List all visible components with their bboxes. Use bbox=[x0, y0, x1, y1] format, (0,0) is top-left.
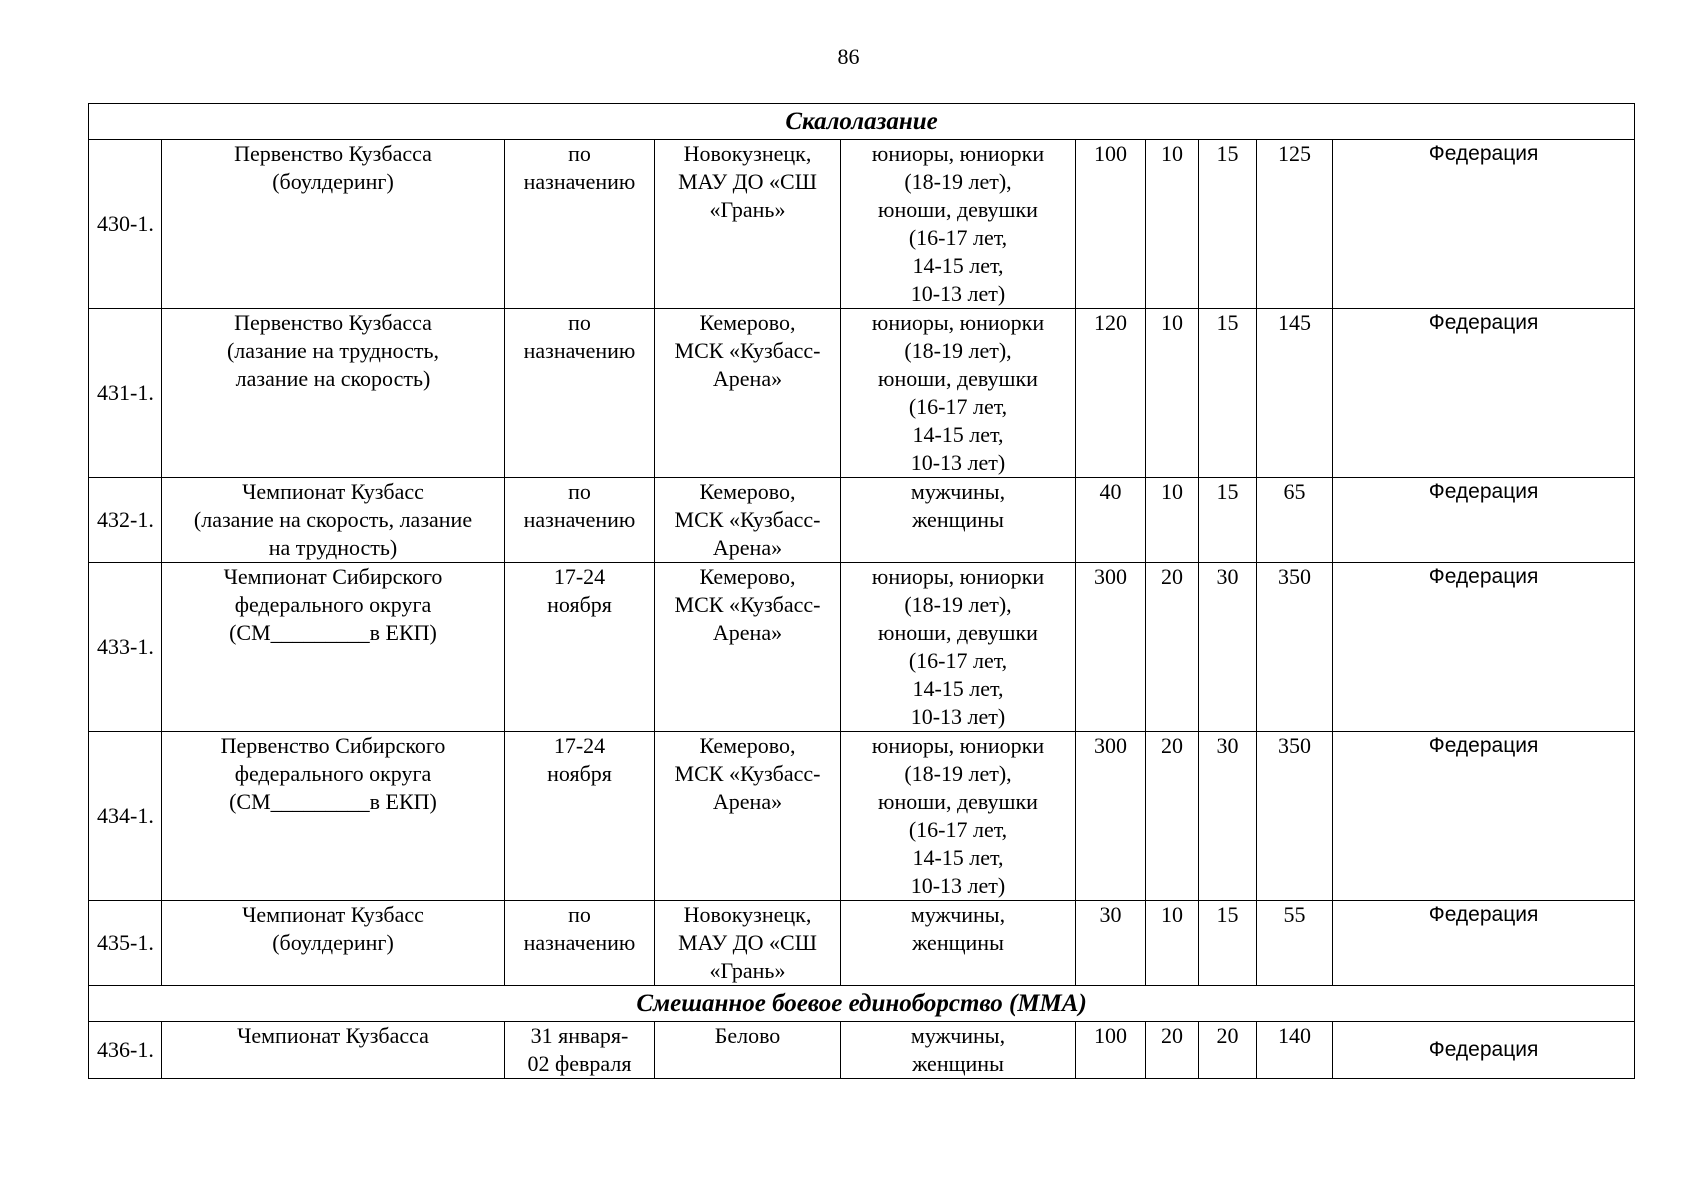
event-participants: юниоры, юниорки (18-19 лет), юноши, девушки (16-17 лет, 14-15 лет, 10-13 лет) bbox=[841, 309, 1076, 478]
athletes-count: 100 bbox=[1076, 140, 1146, 309]
coaches-count: 10 bbox=[1146, 140, 1199, 309]
section-title: Скалолазание bbox=[89, 104, 1635, 140]
coaches-count: 20 bbox=[1146, 563, 1199, 732]
table-row bbox=[89, 901, 1635, 986]
total-count: 350 bbox=[1257, 732, 1333, 901]
event-organizer: Федерация bbox=[1333, 478, 1635, 563]
athletes-count: 100 bbox=[1076, 1022, 1146, 1079]
table-row bbox=[89, 732, 1635, 901]
event-place: Кемерово, МСК «Кузбасс- Арена» bbox=[655, 732, 841, 901]
judges-count: 20 bbox=[1199, 1022, 1257, 1079]
coaches-count: 10 bbox=[1146, 478, 1199, 563]
event-participants: мужчины, женщины bbox=[841, 901, 1076, 986]
event-place: Кемерово, МСК «Кузбасс- Арена» bbox=[655, 478, 841, 563]
coaches-count: 20 bbox=[1146, 732, 1199, 901]
event-date: 17-24 ноября bbox=[505, 732, 655, 901]
event-name: Первенство Сибирского федерального округа (СМ_________в ЕКП) bbox=[162, 732, 505, 901]
table-row bbox=[89, 478, 1635, 563]
event-name: Чемпионат Кузбасс (боулдеринг) bbox=[162, 901, 505, 986]
judges-count: 30 bbox=[1199, 563, 1257, 732]
athletes-count: 300 bbox=[1076, 563, 1146, 732]
athletes-count: 40 bbox=[1076, 478, 1146, 563]
coaches-count: 10 bbox=[1146, 901, 1199, 986]
athletes-count: 120 bbox=[1076, 309, 1146, 478]
total-count: 350 bbox=[1257, 563, 1333, 732]
judges-count: 15 bbox=[1199, 901, 1257, 986]
page-number: 86 bbox=[837, 44, 860, 69]
judges-count: 15 bbox=[1199, 140, 1257, 309]
event-number: 432-1. bbox=[89, 478, 162, 563]
coaches-count: 10 bbox=[1146, 309, 1199, 478]
section-title: Смешанное боевое единоборство (ММА) bbox=[89, 986, 1635, 1022]
event-number: 436-1. bbox=[89, 1022, 162, 1079]
events-table bbox=[88, 103, 1635, 1079]
total-count: 140 bbox=[1257, 1022, 1333, 1079]
section-header-row bbox=[89, 104, 1635, 140]
athletes-count: 300 bbox=[1076, 732, 1146, 901]
event-name: Первенство Кузбасса (боулдеринг) bbox=[162, 140, 505, 309]
total-count: 145 bbox=[1257, 309, 1333, 478]
total-count: 125 bbox=[1257, 140, 1333, 309]
coaches-count: 20 bbox=[1146, 1022, 1199, 1079]
total-count: 55 bbox=[1257, 901, 1333, 986]
event-number: 431-1. bbox=[89, 309, 162, 478]
event-date: по назначению bbox=[505, 309, 655, 478]
event-number: 434-1. bbox=[89, 732, 162, 901]
event-participants: юниоры, юниорки (18-19 лет), юноши, девушки (16-17 лет, 14-15 лет, 10-13 лет) bbox=[841, 732, 1076, 901]
table-row bbox=[89, 309, 1635, 478]
event-place: Новокузнецк, МАУ ДО «СШ «Грань» bbox=[655, 901, 841, 986]
event-number: 435-1. bbox=[89, 901, 162, 986]
event-organizer: Федерация bbox=[1333, 563, 1635, 732]
event-place: Белово bbox=[655, 1022, 841, 1079]
event-number: 433-1. bbox=[89, 563, 162, 732]
event-place: Кемерово, МСК «Кузбасс- Арена» bbox=[655, 563, 841, 732]
event-date: 17-24 ноября bbox=[505, 563, 655, 732]
event-place: Новокузнецк, МАУ ДО «СШ «Грань» bbox=[655, 140, 841, 309]
total-count: 65 bbox=[1257, 478, 1333, 563]
event-date: по назначению bbox=[505, 140, 655, 309]
event-participants: мужчины, женщины bbox=[841, 478, 1076, 563]
event-number: 430-1. bbox=[89, 140, 162, 309]
event-name: Первенство Кузбасса (лазание на трудность, лазание на скорость) bbox=[162, 309, 505, 478]
judges-count: 15 bbox=[1199, 478, 1257, 563]
event-date: 31 января- 02 февраля bbox=[505, 1022, 655, 1079]
event-organizer: Федерация bbox=[1333, 732, 1635, 901]
event-organizer: Федерация bbox=[1333, 140, 1635, 309]
table-row bbox=[89, 1022, 1635, 1079]
judges-count: 15 bbox=[1199, 309, 1257, 478]
event-name: Чемпионат Кузбасс (лазание на скорость, лазание на трудность) bbox=[162, 478, 505, 563]
event-participants: юниоры, юниорки (18-19 лет), юноши, девушки (16-17 лет, 14-15 лет, 10-13 лет) bbox=[841, 563, 1076, 732]
table-row bbox=[89, 563, 1635, 732]
event-place: Кемерово, МСК «Кузбасс- Арена» bbox=[655, 309, 841, 478]
event-organizer: Федерация bbox=[1333, 309, 1635, 478]
event-name: Чемпионат Кузбасса bbox=[162, 1022, 505, 1079]
event-participants: юниоры, юниорки (18-19 лет), юноши, девушки (16-17 лет, 14-15 лет, 10-13 лет) bbox=[841, 140, 1076, 309]
judges-count: 30 bbox=[1199, 732, 1257, 901]
table-row bbox=[89, 140, 1635, 309]
event-organizer: Федерация bbox=[1333, 901, 1635, 986]
event-participants: мужчины, женщины bbox=[841, 1022, 1076, 1079]
event-date: по назначению bbox=[505, 478, 655, 563]
section-header-row bbox=[89, 986, 1635, 1022]
event-date: по назначению bbox=[505, 901, 655, 986]
event-organizer: Федерация bbox=[1333, 1022, 1635, 1079]
event-name: Чемпионат Сибирского федерального округа (СМ_________в ЕКП) bbox=[162, 563, 505, 732]
athletes-count: 30 bbox=[1076, 901, 1146, 986]
